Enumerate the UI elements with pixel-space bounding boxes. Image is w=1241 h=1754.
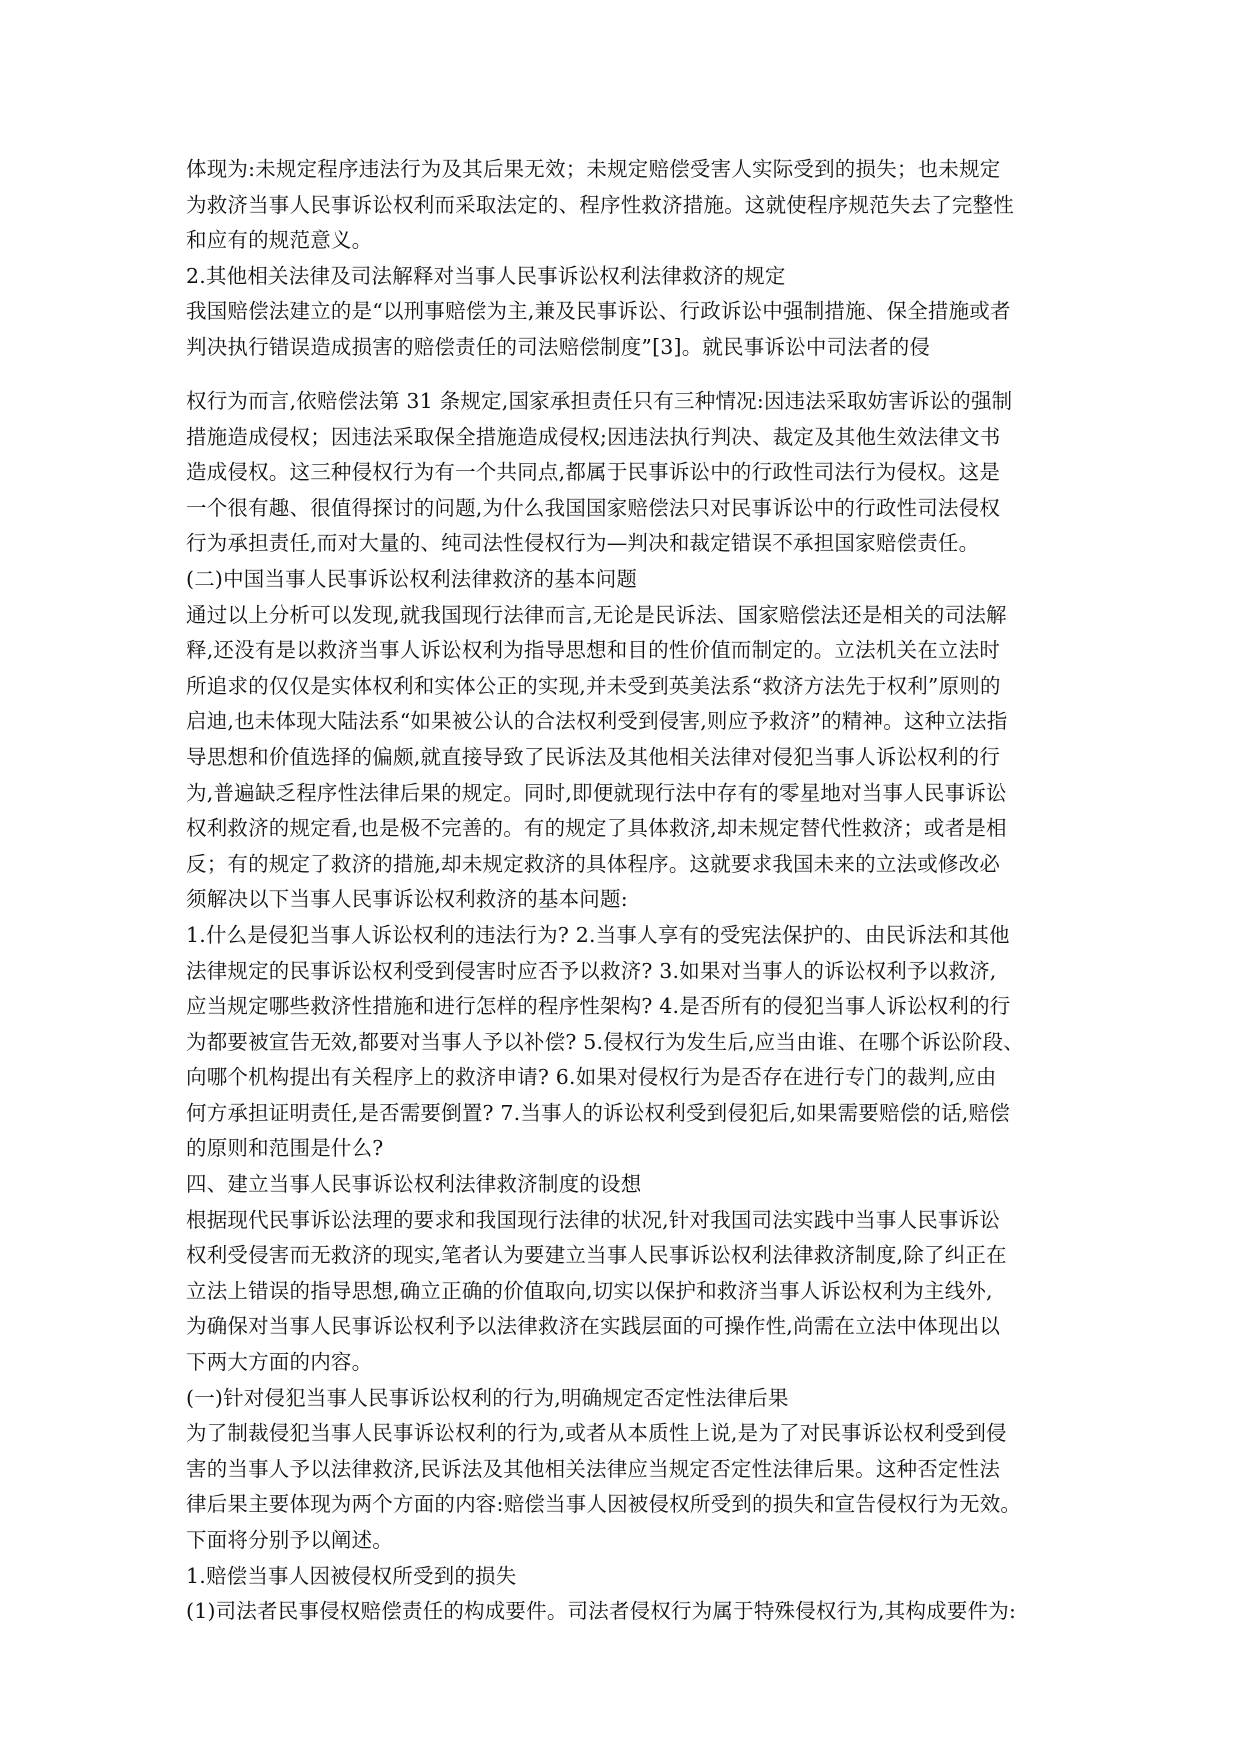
text-line: 反；有的规定了救济的措施,却未规定救济的具体程序。这就要求我国未来的立法或修改必 [186,851,1001,876]
text-line: 的原则和范围是什么? [186,1136,384,1161]
text-line: 措施造成侵权；因违法采取保全措施造成侵权;因违法执行判决、裁定及其他生效法律文书 [186,424,1001,449]
text-line: 向哪个机构提出有关程序上的救济申请? 6.如果对侵权行为是否存在进行专门的裁判,应由 [186,1065,997,1090]
section-heading: 1.赔偿当事人因被侵权所受到的损失 [186,1563,517,1588]
text-line: 1.什么是侵犯当事人诉讼权利的违法行为? 2.当事人享有的受宪法保护的、由民诉法和其他 [186,922,1010,947]
text-line: (1)司法者民事侵权赔偿责任的构成要件。司法者侵权行为属于特殊侵权行为,其构成要件为: [186,1599,1017,1624]
text-block-main [186,384,1066,1630]
text-line: 下面将分别予以阐述。 [186,1528,393,1552]
text-line: 为了制裁侵犯当事人民事诉讼权利的行为,或者从本质性上说,是为了对民事诉讼权利受到侵 [186,1421,1007,1446]
section-heading: (二)中国当事人民事诉讼权利法律救济的基本问题 [186,566,638,591]
text-line: 何方承担证明责任,是否需要倒置? 7.当事人的诉讼权利受到侵犯后,如果需要赔偿的话,赔偿 [186,1100,1010,1125]
section-heading: 2.其他相关法律及司法解释对当事人民事诉讼权利法律救济的规定 [186,263,786,288]
text-line: 所追求的仅仅是实体权利和实体公正的实现,并未受到英美法系“救济方法先于权利”原则的 [186,673,1001,698]
text-line: 法律规定的民事诉讼权利受到侵害时应否予以救济? 3.如果对当事人的诉讼权利予以救济, [186,958,997,983]
text-line: 通过以上分析可以发现,就我国现行法律而言,无论是民诉法、国家赔偿法还是相关的司法解 [186,602,1007,627]
text-line: 判决执行错误造成损害的赔偿责任的司法赔偿制度”[3]。就民事诉讼中司法者的侵 [186,334,931,359]
text-line: 权行为而言,依赔偿法第 31 条规定,国家承担责任只有三种情况:因违法采取妨害诉讼的强制 [186,389,1013,413]
text-line: 应当规定哪些救济性措施和进行怎样的程序性架构? 4.是否所有的侵犯当事人诉讼权利的行 [186,994,1011,1019]
section-heading: 四、建立当事人民事诉讼权利法律救济制度的设想 [186,1172,642,1197]
text-line: 造成侵权。这三种侵权行为有一个共同点,都属于民事诉讼中的行政性司法行为侵权。这是 [186,460,1001,485]
text-line: 启迪,也未体现大陆法系“如果被公认的合法权利受到侵害,则应予救济”的精神。这种立法指 [186,709,1008,734]
text-line: 释,还没有是以救济当事人诉讼权利为指导思想和目的性价值而制定的。立法机关在立法时 [186,638,1001,663]
text-line: 为,普遍缺乏程序性法律后果的规定。同时,即便就现行法中存有的零星地对当事人民事诉讼 [186,780,1007,805]
text-line: 害的当事人予以法律救济,民诉法及其他相关法律应当规定否定性法律后果。这种否定性法 [186,1456,1001,1481]
text-line: 下两大方面的内容。 [186,1350,373,1375]
text-line: 律后果主要体现为两个方面的内容:赔偿当事人因被侵权所受到的损失和宣告侵权行为无效。 [186,1492,1022,1517]
section-heading: (一)针对侵犯当事人民事诉讼权利的行为,明确规定否定性法律后果 [186,1385,789,1410]
text-line: 一个很有趣、很值得探讨的问题,为什么我国国家赔偿法只对民事诉讼中的行政性司法侵权 [186,495,1001,520]
text-line: 为都要被宣告无效,都要对当事人予以补偿? 5.侵权行为发生后,应当由谁、在哪个诉讼阶段、 [186,1029,1024,1054]
text-line: 为救济当事人民事诉讼权利而采取法定的、程序性救济措施。这就使程序规范失去了完整性 [186,192,1014,217]
text-line: 导思想和价值选择的偏颇,就直接导致了民诉法及其他相关法律对侵犯当事人诉讼权利的行 [186,744,1001,769]
text-line: 和应有的规范意义。 [186,228,373,253]
text-line: 体现为:未规定程序违法行为及其后果无效；未规定赔偿受害人实际受到的损失；也未规定 [186,157,1001,181]
text-line: 行为承担责任,而对大量的、纯司法性侵权行为—判决和裁定错误不承担国家赔偿责任。 [186,531,980,556]
text-line: 立法上错误的指导思想,确立正确的价值取向,切实以保护和救济当事人诉讼权利为主线外, [186,1278,993,1303]
text-line: 为确保对当事人民事诉讼权利予以法律救济在实践层面的可操作性,尚需在立法中体现出以 [186,1314,1001,1339]
text-line: 须解决以下当事人民事诉讼权利救济的基本问题: [186,887,628,912]
text-line: 我国赔偿法建立的是“以刑事赔偿为主,兼及民事诉讼、行政诉讼中强制措施、保全措施或者 [186,299,1011,324]
text-line: 根据现代民事诉讼法理的要求和我国现行法律的状况,针对我国司法实践中当事人民事诉讼 [186,1207,1001,1232]
text-block-top [186,152,1066,366]
text-line: 权利救济的规定看,也是极不完善的。有的规定了具体救济,却未规定替代性救济；或者是相 [186,816,1007,841]
text-line: 权利受侵害而无救济的现实,笔者认为要建立当事人民事诉讼权利法律救济制度,除了纠正在 [186,1243,1007,1268]
